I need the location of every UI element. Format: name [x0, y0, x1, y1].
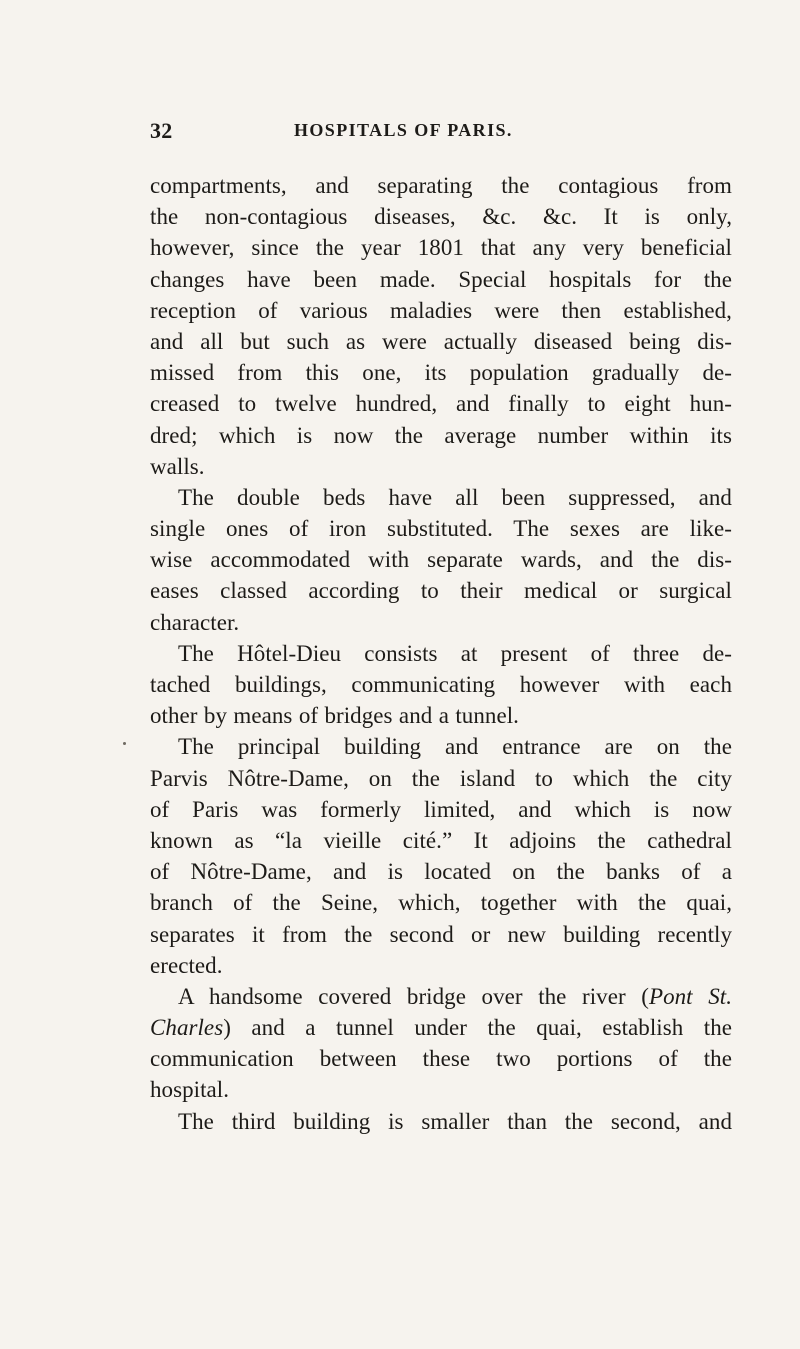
text-line: of Paris was formerly limited, and which is now: [150, 796, 732, 822]
text-line: erected.: [150, 952, 223, 978]
italic-text: Charles: [150, 1015, 224, 1041]
paragraph-start: The Hôtel-Dieu consists at present of three de-: [178, 640, 732, 666]
text-line: other by means of bridges and a tunnel.: [150, 703, 519, 729]
text-line: compartments, and separating the contagious from: [150, 173, 732, 198]
text-line: single ones of iron substituted. The sexes are like-: [150, 516, 732, 542]
text-line: walls.: [150, 453, 205, 479]
italic-text: Pont St.: [648, 983, 732, 1009]
margin-dot: [123, 742, 126, 745]
text-line: Charles) and a tunnel under the quai, establish the: [150, 1015, 732, 1041]
paragraph-start: The principal building and entrance are on the: [178, 734, 732, 760]
paragraph-start: The third building is smaller than the second, and: [178, 1108, 732, 1134]
text-line: character.: [150, 609, 240, 635]
body-text: [150, 170, 732, 1137]
running-head: HOSPITALS OF PARIS.: [294, 120, 513, 140]
text-line: tached buildings, communicating however with each: [150, 672, 732, 697]
page-number: 32: [150, 118, 173, 143]
text-line: communication between these two portions of the: [150, 1046, 732, 1072]
text-line: creased to twelve hundred, and finally to eight hun-: [150, 391, 732, 417]
text-line: however, since the year 1801 that any very beneficial: [150, 235, 732, 261]
page-header: [150, 118, 732, 148]
text-line: the non-contagious diseases, &c. &c. It is only,: [150, 204, 732, 230]
paragraph-start: A handsome covered bridge over the river (Pont St.: [178, 983, 732, 1009]
paragraph-start: The double beds have all been suppressed, and: [178, 484, 732, 510]
text-line: missed from this one, its population gradually de-: [150, 360, 732, 386]
text-line: known as “la vieille cité.” It adjoins the cathedral: [150, 827, 732, 853]
text-line: separates it from the second or new building recently: [150, 921, 732, 947]
text-line: of Nôtre-Dame, and is located on the banks of a: [150, 859, 732, 885]
text-line: changes have been made. Special hospitals for the: [150, 266, 732, 292]
text-line: Parvis Nôtre-Dame, on the island to which the city: [150, 765, 732, 791]
text-line: reception of various maladies were then established,: [150, 297, 732, 323]
text-line: dred; which is now the average number within its: [150, 422, 732, 448]
text-line: branch of the Seine, which, together with the quai,: [150, 890, 732, 916]
text-line: hospital.: [150, 1077, 230, 1103]
text-line: wise accommodated with separate wards, and the dis-: [150, 547, 732, 573]
text-line: eases classed according to their medical or surgical: [150, 578, 732, 604]
text-line: and all but such as were actually diseased being dis-: [150, 328, 732, 354]
